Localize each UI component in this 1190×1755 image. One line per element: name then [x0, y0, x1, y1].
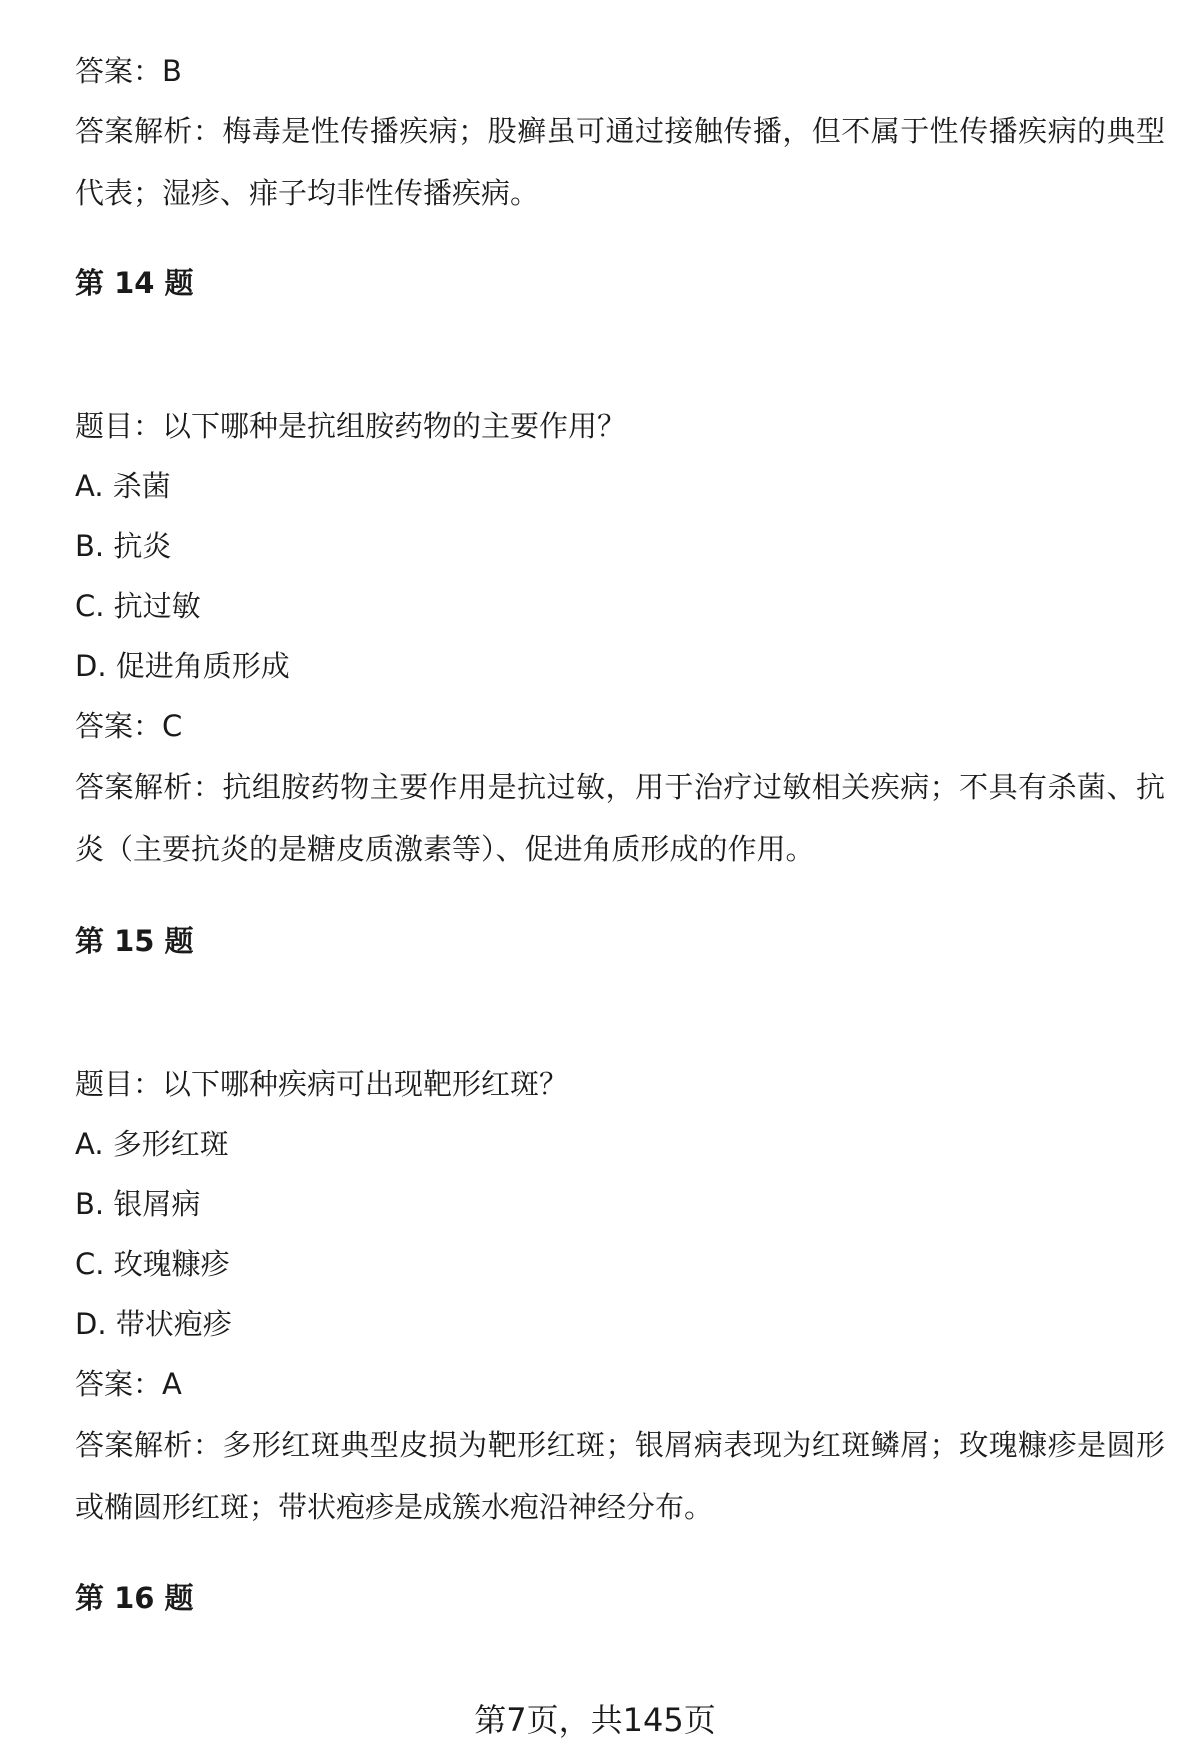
question-15-answer: 答案：A	[75, 1367, 182, 1401]
question-15-option-b: B. 银屑病	[75, 1187, 201, 1221]
question-14-text: 题目：以下哪种是抗组胺药物的主要作用？	[75, 409, 627, 443]
question-14-explanation: 答案解析：抗组胺药物主要作用是抗过敏，用于治疗过敏相关疾病；不具有杀菌、抗炎（主要抗炎的是糖皮质激素等）、促进角质形成的作用。	[75, 770, 1165, 866]
prev-answer: 答案：B	[75, 54, 182, 88]
question-14-option-d: D. 促进角质形成	[75, 649, 290, 683]
question-14-option-c: C. 抗过敏	[75, 589, 201, 623]
question-15-option-d: D. 带状疱疹	[75, 1307, 232, 1341]
question-14-option-b: B. 抗炎	[75, 529, 172, 563]
question-15-heading: 第 15 题	[75, 924, 194, 958]
question-14-answer: 答案：C	[75, 709, 183, 743]
question-15-option-c: C. 玫瑰糠疹	[75, 1247, 230, 1281]
question-16-heading: 第 16 题	[75, 1581, 194, 1615]
question-14-option-a: A. 杀菌	[75, 469, 171, 503]
question-15-option-a: A. 多形红斑	[75, 1127, 229, 1161]
question-15-explanation: 答案解析：多形红斑典型皮损为靶形红斑；银屑病表现为红斑鳞屑；玫瑰糠疹是圆形或椭圆形红斑；带状疱疹是成簇水疱沿神经分布。	[75, 1428, 1165, 1524]
prev-explanation: 答案解析：梅毒是性传播疾病；股癣虽可通过接触传播，但不属于性传播疾病的典型代表；湿疹、痱子均非性传播疾病。	[75, 114, 1165, 210]
page-number: 第7页，共145页	[474, 1701, 716, 1739]
question-15-text: 题目：以下哪种疾病可出现靶形红斑？	[75, 1067, 569, 1101]
question-14-heading: 第 14 题	[75, 266, 194, 300]
